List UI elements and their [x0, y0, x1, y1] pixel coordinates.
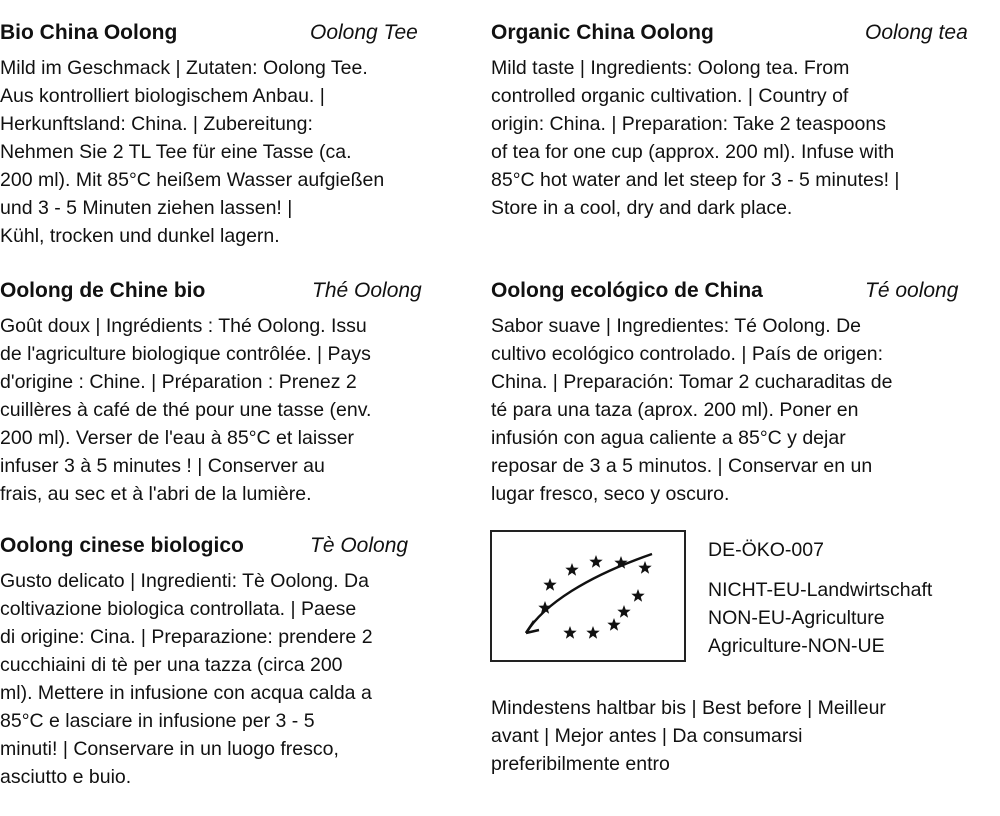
description-line: cuillères à café de thé pour une tasse (env.: [0, 399, 372, 421]
best-before-line: Mindestens haltbar bis | Best before | Meilleur: [491, 697, 886, 719]
description-line: infuser 3 à 5 minutes ! | Conserver au: [0, 455, 325, 477]
description-line: origin: China. | Preparation: Take 2 teaspoons: [491, 113, 886, 135]
description-line: cultivo ecológico controlado. | País de origen:: [491, 343, 884, 365]
eu-organic-leaf-icon: [490, 530, 686, 662]
description-line: lugar fresco, seco y oscuro.: [491, 483, 730, 505]
english-tea-variety: Oolong tea: [865, 21, 968, 44]
spanish-product-name: Oolong ecológico de China: [491, 279, 763, 302]
spanish-tea-variety: Té oolong: [865, 279, 959, 302]
description-line: Nehmen Sie 2 TL Tee für eine Tasse (ca.: [0, 141, 352, 163]
description-line: 85°C e lasciare in infusione per 3 - 5: [0, 710, 315, 732]
origin-french: Agriculture-NON-UE: [708, 635, 885, 657]
german-tea-variety: Oolong Tee: [310, 21, 418, 44]
certification-code: DE-ÖKO-007: [708, 539, 824, 561]
description-line: Kühl, trocken und dunkel lagern.: [0, 225, 280, 247]
spanish-section: [491, 276, 996, 508]
german-header: [0, 18, 480, 48]
german-product-name: Bio China Oolong: [0, 21, 178, 44]
star-icon: [565, 563, 578, 576]
description-line: Gusto delicato | Ingredienti: Tè Oolong. Da: [0, 570, 369, 592]
description-line: 85°C hot water and let steep for 3 - 5 minutes! |: [491, 169, 900, 191]
origin-german: NICHT-EU-Landwirtschaft: [708, 579, 933, 601]
italian-product-name: Oolong cinese biologico: [0, 534, 244, 557]
eu-organic-leaf-svg: [492, 532, 684, 660]
english-section: [491, 18, 996, 222]
spanish-description: [491, 312, 996, 508]
description-line: Store in a cool, dry and dark place.: [491, 197, 793, 219]
italian-header: [0, 531, 480, 561]
description-line: reposar de 3 a 5 minutos. | Conservar en un: [491, 455, 873, 477]
origin-english: NON-EU-Agriculture: [708, 607, 885, 629]
star-icon: [586, 626, 599, 639]
spanish-header: [491, 276, 996, 306]
description-line: minuti! | Conservare in un luogo fresco,: [0, 738, 339, 760]
description-line: frais, au sec et à l'abri de la lumière.: [0, 483, 312, 505]
leaf-tip: [526, 621, 539, 633]
description-line: 200 ml). Verser de l'eau à 85°C et laisser: [0, 427, 355, 449]
french-tea-variety: Thé Oolong: [312, 279, 422, 302]
description-line: Mild taste | Ingredients: Oolong tea. From: [491, 57, 850, 79]
description-line: coltivazione biologica controllata. | Paese: [0, 598, 357, 620]
star-icon: [563, 626, 576, 639]
description-line: asciutto e buio.: [0, 766, 132, 788]
description-line: Aus kontrolliert biologischem Anbau. |: [0, 85, 325, 107]
description-line: Mild im Geschmack | Zutaten: Oolong Tee.: [0, 57, 368, 79]
description-line: d'origine : Chine. | Préparation : Prenez 2: [0, 371, 357, 393]
description-line: 200 ml). Mit 85°C heißem Wasser aufgießen: [0, 169, 385, 191]
description-line: té para una taza (aprox. 200 ml). Poner en: [491, 399, 859, 421]
french-product-name: Oolong de Chine bio: [0, 279, 206, 302]
english-header: [491, 18, 996, 48]
german-section: [0, 18, 480, 250]
description-line: ml). Mettere in infusione con acqua calda a: [0, 682, 372, 704]
description-line: di origine: Cina. | Preparazione: prendere 2: [0, 626, 373, 648]
description-line: China. | Preparación: Tomar 2 cucharaditas de: [491, 371, 893, 393]
best-before-block: [491, 694, 886, 778]
star-icon: [617, 605, 630, 618]
french-section: [0, 276, 480, 508]
best-before-line: preferibilmente entro: [491, 753, 670, 775]
french-header: [0, 276, 480, 306]
description-line: Herkunftsland: China. | Zubereitung:: [0, 113, 313, 135]
star-icon: [631, 589, 644, 602]
description-line: Sabor suave | Ingredientes: Té Oolong. De: [491, 315, 862, 337]
description-line: infusión con agua caliente a 85°C y dejar: [491, 427, 846, 449]
italian-tea-variety: Tè Oolong: [310, 534, 409, 557]
star-icon: [589, 555, 602, 568]
leaf-stars: [538, 555, 651, 639]
german-description: [0, 54, 480, 250]
french-description: [0, 312, 480, 508]
description-line: und 3 - 5 Minuten ziehen lassen! |: [0, 197, 293, 219]
description-line: Goût doux | Ingrédients : Thé Oolong. Issu: [0, 315, 367, 337]
italian-section: [0, 531, 480, 791]
best-before-line: avant | Mejor antes | Da consumarsi: [491, 725, 803, 747]
english-product-name: Organic China Oolong: [491, 21, 714, 44]
description-line: of tea for one cup (approx. 200 ml). Infuse with: [491, 141, 895, 163]
italian-description: [0, 567, 480, 791]
leaf-stem: [526, 554, 652, 633]
star-icon: [543, 578, 556, 591]
description-line: cucchiaini di tè per una tazza (circa 200: [0, 654, 343, 676]
english-description: [491, 54, 996, 222]
description-line: de l'agriculture biologique contrôlée. | Pays: [0, 343, 371, 365]
star-icon: [607, 618, 620, 631]
description-line: controlled organic cultivation. | Country of: [491, 85, 849, 107]
star-icon: [638, 561, 651, 574]
